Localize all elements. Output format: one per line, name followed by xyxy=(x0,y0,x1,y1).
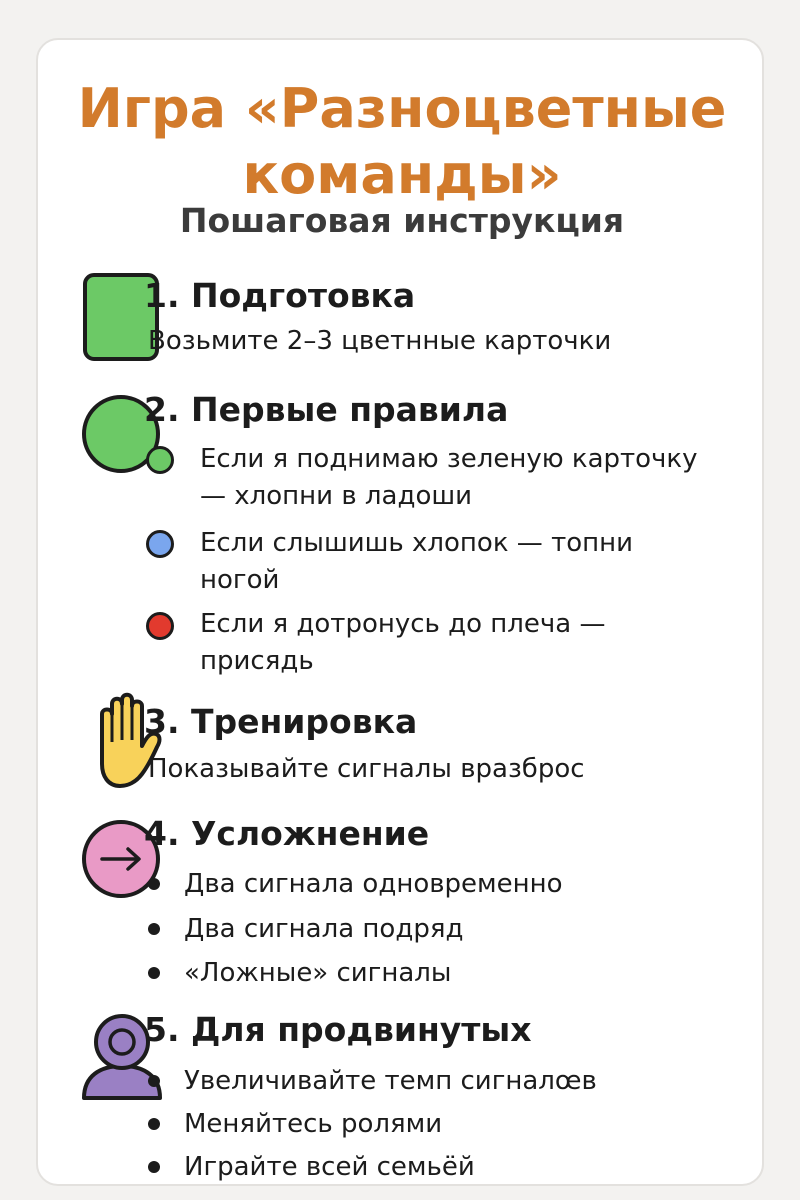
step-5-bullet-2: Меняйтесь ролями xyxy=(184,1109,443,1139)
step-5-bullet-3: Играйте всей семьёй xyxy=(184,1152,475,1182)
step-3-title: 3. Тренировка xyxy=(144,702,418,741)
step-1-description: Возьмите 2–3 цветнные карточки xyxy=(148,326,612,356)
step-4-title: 4. Усложнение xyxy=(144,814,430,853)
step-5-title: 5. Для продвинутых xyxy=(144,1010,532,1049)
step-4-bullet-2: Два сигнала подряд xyxy=(184,914,464,944)
rule-green: Если я поднимаю зеленую карточку — хлопни в ладоши xyxy=(200,444,698,511)
step-5-bullet-1: Увеличивайте темп сигналœв xyxy=(184,1066,597,1096)
page-subtitle: Пошаговая инструкция xyxy=(179,201,625,240)
step-2-title: 2. Первые правила xyxy=(144,390,509,429)
bullet-icon xyxy=(148,878,160,890)
step-4-bullet-1: Два сигнала одновременно xyxy=(184,869,563,899)
bullet-icon xyxy=(148,1075,160,1087)
bullet-icon xyxy=(148,967,160,979)
green-dot-icon xyxy=(146,446,174,474)
rule-red: Если я дотронусь до плеча — присядь xyxy=(200,609,606,676)
red-dot-icon xyxy=(146,612,174,640)
title-line-1: Игра «Разноцветные xyxy=(77,77,727,140)
bullet-icon xyxy=(148,1118,160,1130)
step-1-title: 1. Подготовка xyxy=(144,276,416,315)
bullet-icon xyxy=(148,1161,160,1173)
step-3-description: Показывайте сигналы вразброс xyxy=(148,754,585,784)
bullet-icon xyxy=(148,923,160,935)
blue-dot-icon xyxy=(146,530,174,558)
title-line-2: команды» xyxy=(242,143,562,206)
page-title xyxy=(38,76,766,208)
rule-blue: Если слышишь хлопок — топни ногой xyxy=(200,528,634,595)
step-4-bullet-3: «Ложные» сигналы xyxy=(184,958,452,988)
